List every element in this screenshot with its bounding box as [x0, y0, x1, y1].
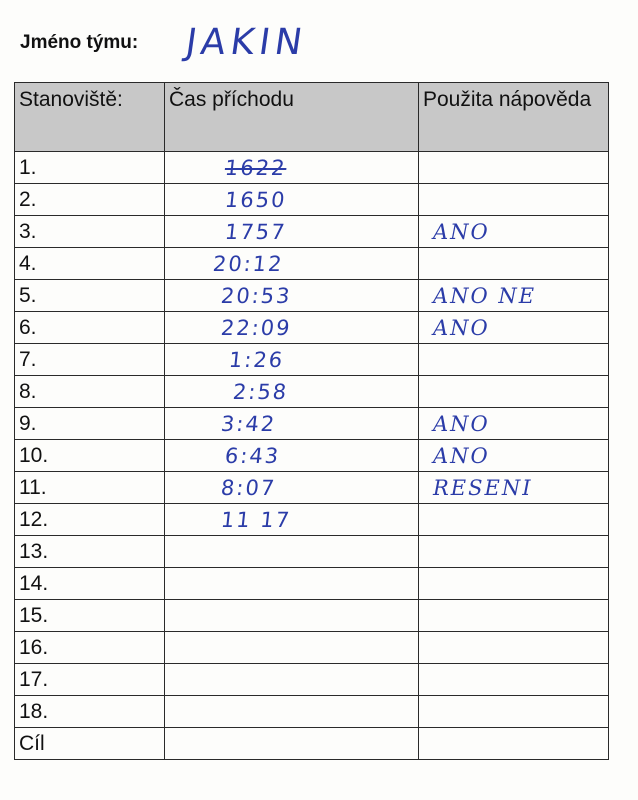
hint-used-cell — [419, 696, 609, 728]
hint-used-cell — [419, 600, 609, 632]
table-row — [15, 472, 609, 504]
arrival-time-value: 1757 — [223, 219, 288, 244]
arrival-time-cell — [165, 600, 419, 632]
station-cell: 11. — [15, 472, 165, 504]
column-header-hint-used: Použita nápověda — [419, 83, 609, 152]
arrival-time-cell — [165, 408, 419, 440]
station-cell: 8. — [15, 376, 165, 408]
station-cell: 3. — [15, 216, 165, 248]
arrival-time-cell — [165, 568, 419, 600]
table-row — [15, 728, 609, 760]
arrival-time-value: 20:53 — [219, 283, 293, 308]
hint-used-cell — [419, 440, 609, 472]
station-cell: 2. — [15, 184, 165, 216]
arrival-time-cell — [165, 440, 419, 472]
hint-used-cell — [419, 248, 609, 280]
arrival-time-value: 3:42 — [219, 411, 278, 436]
team-name-label: Jméno týmu: — [20, 32, 139, 53]
arrival-time-value: 8:07 — [219, 475, 278, 500]
checkpoint-table — [14, 82, 609, 760]
team-name-handwritten: JAKIN — [183, 22, 310, 63]
hint-used-cell — [419, 408, 609, 440]
station-cell: 9. — [15, 408, 165, 440]
arrival-time-value: 1:26 — [227, 347, 286, 372]
station-cell: 13. — [15, 536, 165, 568]
arrival-time-value: 1650 — [223, 187, 288, 212]
hint-used-value: ANO — [433, 315, 490, 340]
arrival-time-cell — [165, 312, 419, 344]
arrival-time-value: 2:58 — [231, 379, 290, 404]
hint-used-cell — [419, 472, 609, 504]
station-cell: 5. — [15, 280, 165, 312]
station-cell: 15. — [15, 600, 165, 632]
station-cell: 6. — [15, 312, 165, 344]
arrival-time-cell — [165, 376, 419, 408]
hint-used-cell — [419, 312, 609, 344]
table-row — [15, 408, 609, 440]
arrival-time-cell — [165, 536, 419, 568]
table-row — [15, 440, 609, 472]
station-cell: 4. — [15, 248, 165, 280]
hint-used-cell — [419, 536, 609, 568]
station-cell: 18. — [15, 696, 165, 728]
arrival-time-cell — [165, 632, 419, 664]
hint-used-cell — [419, 504, 609, 536]
hint-used-cell — [419, 280, 609, 312]
table-row — [15, 344, 609, 376]
table-row — [15, 504, 609, 536]
table-header-row — [15, 83, 609, 152]
hint-used-cell — [419, 344, 609, 376]
arrival-time-value: 6:43 — [223, 443, 282, 468]
arrival-time-cell — [165, 504, 419, 536]
hint-used-cell — [419, 376, 609, 408]
arrival-time-cell — [165, 248, 419, 280]
station-cell: 17. — [15, 664, 165, 696]
station-cell: 1. — [15, 152, 165, 184]
hint-used-cell — [419, 664, 609, 696]
column-header-arrival-time: Čas příchodu — [165, 83, 419, 152]
station-cell: 7. — [15, 344, 165, 376]
table-row — [15, 664, 609, 696]
hint-used-value: ANO — [433, 219, 490, 244]
table-row — [15, 248, 609, 280]
hint-used-value: ANO NE — [433, 283, 537, 308]
hint-used-value: RESENI — [433, 475, 533, 500]
arrival-time-value: 22:09 — [219, 315, 293, 340]
hint-used-cell — [419, 728, 609, 760]
table-row — [15, 152, 609, 184]
arrival-time-value: 11 17 — [219, 507, 293, 532]
arrival-time-value: 1622 — [223, 155, 288, 180]
arrival-time-cell — [165, 280, 419, 312]
table-row — [15, 216, 609, 248]
station-cell: 10. — [15, 440, 165, 472]
arrival-time-value: 20:12 — [211, 251, 285, 276]
arrival-time-cell — [165, 216, 419, 248]
table-row — [15, 568, 609, 600]
column-header-station: Stanoviště: — [15, 83, 165, 152]
table-row — [15, 600, 609, 632]
station-cell: 16. — [15, 632, 165, 664]
arrival-time-cell — [165, 184, 419, 216]
arrival-time-cell — [165, 472, 419, 504]
station-cell: Cíl — [15, 728, 165, 760]
hint-used-value: ANO — [433, 411, 490, 436]
arrival-time-cell — [165, 664, 419, 696]
arrival-time-cell — [165, 152, 419, 184]
hint-used-cell — [419, 568, 609, 600]
arrival-time-cell — [165, 696, 419, 728]
table-row — [15, 184, 609, 216]
table-row — [15, 696, 609, 728]
station-cell: 12. — [15, 504, 165, 536]
table-row — [15, 376, 609, 408]
arrival-time-cell — [165, 344, 419, 376]
hint-used-cell — [419, 216, 609, 248]
station-cell: 14. — [15, 568, 165, 600]
arrival-time-cell — [165, 728, 419, 760]
table-row — [15, 280, 609, 312]
hint-used-cell — [419, 152, 609, 184]
table-row — [15, 312, 609, 344]
hint-used-cell — [419, 632, 609, 664]
table-row — [15, 536, 609, 568]
hint-used-cell — [419, 184, 609, 216]
table-row — [15, 632, 609, 664]
hint-used-value: ANO — [433, 443, 490, 468]
